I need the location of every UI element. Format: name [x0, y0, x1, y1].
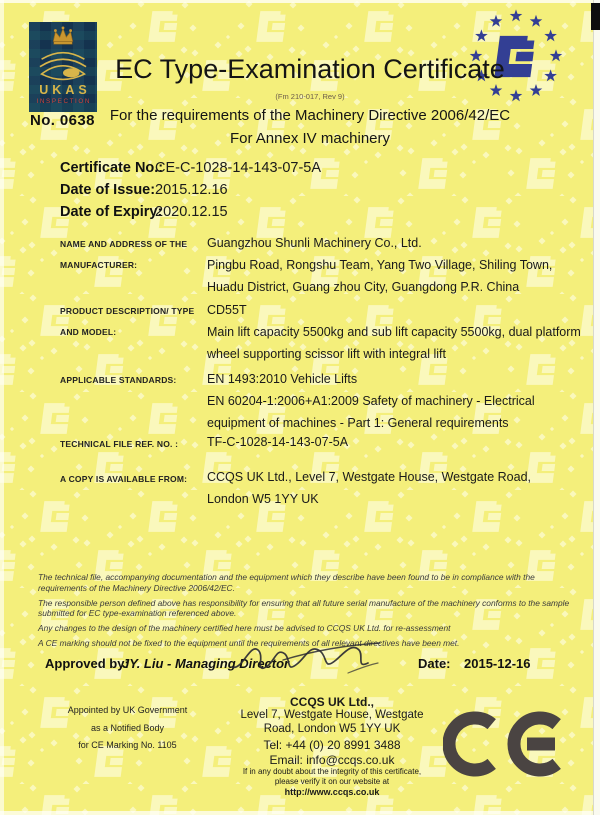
crown-icon: [50, 26, 76, 46]
issuer-address-line: Road, London W5 1YY UK: [263, 722, 401, 735]
eye-icon: [35, 46, 91, 84]
issuer-name: CCQS UK Ltd.,: [290, 695, 374, 709]
fine-print-paragraph: The technical file, accompanying documentation and the equipment which they describe have been found to be in compliance with the requirements of the Machinery Directive 2006/42/EC.: [38, 572, 535, 593]
field-label-line: A COPY IS AVAILABLE FROM:: [60, 474, 188, 484]
fine-print-paragraph: Any changes to the design of the machinery certified here must be advised to CCQS UK Ltd. for re-assessment: [38, 623, 451, 634]
date-of-expiry-value: 2020.12.15: [155, 204, 228, 220]
scan-edge-top: [0, 0, 600, 3]
issuer-email: Email: info@ccqs.co.uk: [269, 753, 395, 767]
scan-corner-mark: [591, 3, 600, 30]
field-label-line: NAME AND ADDRESS OF THE: [60, 239, 188, 249]
date-of-issue-value: 2015.12.16: [155, 182, 228, 198]
issuer-phone: Tel: +44 (0) 20 8991 3488: [263, 738, 401, 752]
field-value-line: EN 60204-1:2006+A1:2009 Safety of machinery - Electrical: [207, 394, 535, 408]
field-value-line: Pingbu Road, Rongshu Team, Yang Two Village, Shiling Town,: [207, 258, 553, 272]
date-label: Date:: [418, 656, 451, 671]
field-value-line: TF-C-1028-14-143-07-5A: [207, 435, 349, 449]
directive-line: For the requirements of the Machinery Directive 2006/42/EC: [109, 107, 511, 124]
field-value-line: CD55T: [207, 303, 247, 317]
scan-edge-right: [593, 0, 600, 815]
issuer-contact-block: [222, 695, 442, 798]
approval-date-value: 2015-12-16: [464, 656, 531, 671]
copy-available-label: [60, 469, 210, 490]
issuer-address-line: Level 7, Westgate House, Westgate: [240, 709, 424, 721]
ukas-subtitle: INSPECTION: [36, 98, 92, 105]
certificate-title: EC Type-Examination Certificate: [115, 54, 505, 84]
field-label-line: APPLICABLE STANDARDS:: [60, 375, 177, 385]
field-value-line: London W5 1YY UK: [207, 492, 319, 506]
field-value-line: CCQS UK Ltd., Level 7, Westgate House, Westgate Road,: [207, 470, 532, 484]
annex-line: For Annex IV machinery: [229, 130, 391, 147]
date-of-issue-label: Date of Issue:: [60, 182, 156, 198]
ukas-inspection-logo: [29, 22, 97, 112]
fine-print-paragraph: The responsible person defined above has responsibility for ensuring that all future serial manufacture of the machinery conforms to the sample submitted for EC type-examination referenced above.: [38, 597, 570, 619]
product-value: [207, 299, 582, 365]
field-value-line: Guangzhou Shunli Machinery Co., Ltd.: [207, 236, 422, 250]
field-label-line: MANUFACTURER:: [60, 260, 138, 270]
field-label-line: AND MODEL:: [60, 327, 117, 337]
signature: [228, 633, 398, 683]
issuer-website: http://www.ccqs.co.uk: [284, 787, 380, 797]
copy-available-value: [207, 466, 582, 510]
field-label-line: TECHNICAL FILE REF. NO. :: [60, 439, 179, 449]
field-label-line: PRODUCT DESCRIPTION/ TYPE: [60, 306, 195, 316]
ce-mark-icon: [443, 706, 578, 782]
field-value-line: EN 1493:2010 Vehicle Lifts: [207, 372, 358, 386]
standards-label: [60, 370, 210, 391]
certificate-number-label: Certificate No.:: [60, 160, 164, 176]
field-value-line: Huadu District, Guang zhou City, Guangdong P.R. China: [207, 280, 520, 294]
notified-body-note-line: for CE Marking No. 1105: [78, 740, 177, 750]
field-value-line: wheel supporting scissor lift with integral lift: [207, 347, 446, 361]
scan-edge-bottom: [0, 811, 600, 815]
form-reference-note: (Fm 210-017, Rev 9): [275, 92, 345, 101]
field-value-line: equipment of machines - Part 1: General requirements: [207, 416, 509, 430]
notified-body-number: No. 0638: [30, 112, 95, 129]
notified-body-note-line: as a Notified Body: [90, 722, 165, 733]
certificate-number-value: CE-C-1028-14-143-07-5A: [155, 160, 322, 176]
standards-value: [207, 368, 582, 434]
certificate-number-row: [0, 160, 600, 180]
date-of-expiry-row: [0, 204, 600, 224]
date-of-expiry-label: Date of Expiry:: [60, 204, 163, 220]
verify-note-line: If in any doubt about the integrity of this certificate,: [242, 767, 422, 776]
field-value-line: Main lift capacity 5500kg and sub lift capacity 5500kg, dual platform: [207, 325, 581, 339]
product-label: [60, 301, 210, 343]
notified-body-note-line: Appointed by UK Government: [67, 705, 188, 715]
notified-body-note: [25, 702, 230, 755]
fine-print-paragraph: A CE marking should not be fixed to the equipment until the requirements of all relevant directives have been met.: [38, 637, 460, 648]
manufacturer-value: [207, 232, 582, 298]
approver-name: JY. Liu - Managing Director: [122, 656, 290, 671]
manufacturer-label: [60, 234, 210, 276]
verify-note-line: please verify it on our website at: [274, 777, 390, 786]
approved-by-label: Approved by:: [45, 656, 129, 671]
ukas-word: UKAS: [39, 83, 91, 97]
scan-edge-left: [0, 0, 4, 815]
technical-file-label: [60, 434, 210, 455]
date-of-issue-row: [0, 182, 600, 202]
technical-file-value: [207, 431, 582, 453]
